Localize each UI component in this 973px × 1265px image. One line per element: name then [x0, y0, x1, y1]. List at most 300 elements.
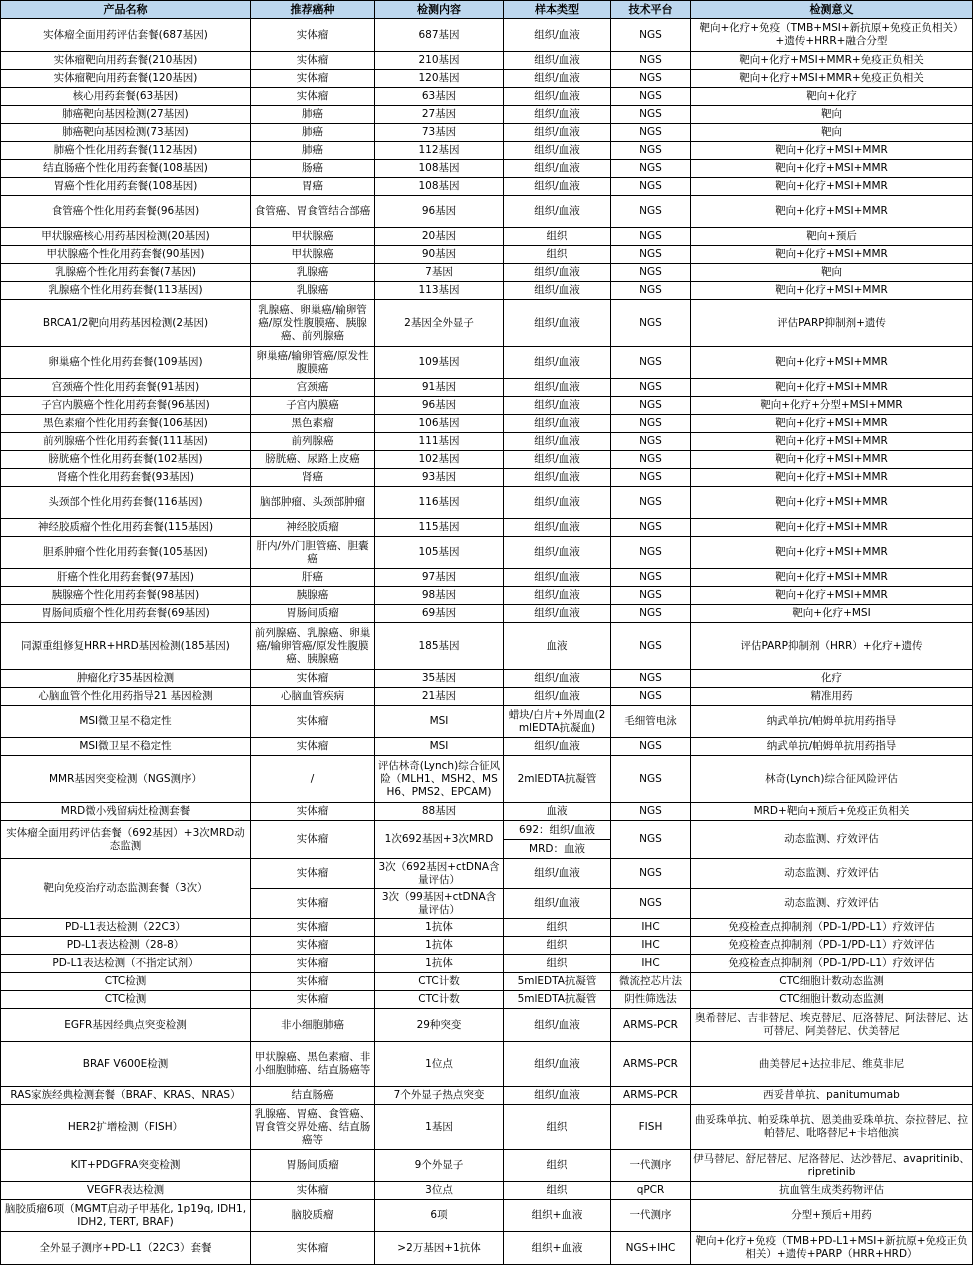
sample-type-cell: 组织 — [504, 937, 611, 955]
cancer-type-cell: 胃肠间质瘤 — [251, 1150, 375, 1182]
cancer-type-cell: 肺癌 — [251, 124, 375, 142]
table-row — [1, 160, 973, 178]
platform-cell: NGS — [611, 106, 691, 124]
table-row — [1, 756, 973, 803]
table-row — [1, 19, 973, 52]
platform-cell: NGS — [611, 246, 691, 264]
test-content-cell: 106基因 — [375, 415, 504, 433]
cancer-type-cell: 脑胶质瘤 — [251, 1200, 375, 1232]
significance-cell: 伊马替尼、舒尼替尼、尼洛替尼、达沙替尼、avapritinib、ripretinib — [691, 1150, 973, 1182]
product-name-cell: PD-L1表达检测（28-8） — [1, 937, 251, 955]
cancer-type-cell: 肾癌 — [251, 469, 375, 487]
significance-cell: 抗血管生成类药物评估 — [691, 1182, 973, 1200]
platform-cell: IHC — [611, 937, 691, 955]
sample-type-cell: 组织 — [504, 246, 611, 264]
significance-cell: 靶向+化疗+MSI+MMR — [691, 347, 973, 379]
product-name-cell: KIT+PDGFRA突变检测 — [1, 1150, 251, 1182]
table-row — [1, 124, 973, 142]
platform-cell: NGS — [611, 469, 691, 487]
test-content-cell: 111基因 — [375, 433, 504, 451]
product-name-cell: MSI微卫星不稳定性 — [1, 738, 251, 756]
significance-cell: 靶向+化疗+MSI+MMR — [691, 415, 973, 433]
test-content-cell: 35基因 — [375, 670, 504, 688]
sample-type-cell: 组织/血液 — [504, 537, 611, 569]
test-content-cell: 评估林奇(Lynch)综合征风险（MLH1、MSH2、MSH6、PMS2、EPCAM) — [375, 756, 504, 803]
product-name-cell: 肾癌个性化用药套餐(93基因) — [1, 469, 251, 487]
sample-type-cell: 组织/血液 — [504, 282, 611, 300]
significance-cell: CTC细胞计数动态监测 — [691, 973, 973, 991]
test-content-cell: 96基因 — [375, 397, 504, 415]
sample-type-cell: 组织/血液 — [504, 52, 611, 70]
test-content-cell: 96基因 — [375, 196, 504, 228]
test-content-cell: 21基因 — [375, 688, 504, 706]
significance-cell: 靶向+预后 — [691, 228, 973, 246]
test-content-cell: 185基因 — [375, 623, 504, 670]
cancer-type-cell: 膀胱癌、尿路上皮癌 — [251, 451, 375, 469]
platform-cell: NGS — [611, 587, 691, 605]
table-row — [1, 469, 973, 487]
product-name-cell: MSI微卫星不稳定性 — [1, 706, 251, 738]
sample-type-cell: 组织/血液 — [504, 859, 611, 889]
platform-cell: NGS — [611, 196, 691, 228]
product-name-cell: 子宫内膜癌个性化用药套餐(96基因) — [1, 397, 251, 415]
cancer-type-cell: 卵巢癌/输卵管癌/原发性腹膜癌 — [251, 347, 375, 379]
sample-type-cell: 组织 — [504, 1182, 611, 1200]
significance-cell: 动态监测、疗效评估 — [691, 821, 973, 859]
table-row — [1, 300, 973, 347]
table-row — [1, 433, 973, 451]
product-name-cell: 宫颈癌个性化用药套餐(91基因) — [1, 379, 251, 397]
product-name-cell: 卵巢癌个性化用药套餐(109基因) — [1, 347, 251, 379]
platform-cell: 一代测序 — [611, 1200, 691, 1232]
test-content-cell: 88基因 — [375, 803, 504, 821]
sample-type-cell: 组织/血液 — [504, 300, 611, 347]
significance-cell: 靶向+化疗+MSI+MMR — [691, 196, 973, 228]
platform-cell: NGS — [611, 124, 691, 142]
significance-cell: 奥希替尼、吉非替尼、埃克替尼、厄洛替尼、阿法替尼、达可替尼、阿美替尼、伏美替尼 — [691, 1009, 973, 1042]
product-name-cell: 全外显子测序+PD-L1（22C3）套餐 — [1, 1232, 251, 1265]
product-name-cell: 胆系肿瘤个性化用药套餐(105基因) — [1, 537, 251, 569]
significance-cell: 免疫检查点抑制剂（PD-1/PD-L1）疗效评估 — [691, 919, 973, 937]
table-row — [1, 106, 973, 124]
sample-type-cell: 组织/血液 — [504, 1042, 611, 1087]
table-row — [1, 415, 973, 433]
sample-type-cell: 组织/血液 — [504, 264, 611, 282]
sample-type-cell: 组织/血液 — [504, 1087, 611, 1105]
significance-cell: CTC细胞计数动态监测 — [691, 991, 973, 1009]
test-content-cell: 69基因 — [375, 605, 504, 623]
product-name-cell: VEGFR表达检测 — [1, 1182, 251, 1200]
platform-cell: NGS — [611, 415, 691, 433]
header-sample-type: 样本类型 — [504, 1, 611, 19]
test-content-cell: 27基因 — [375, 106, 504, 124]
cancer-type-cell: 实体瘤 — [251, 88, 375, 106]
sample-type-cell: 组织/血液 — [504, 605, 611, 623]
platform-cell: NGS — [611, 451, 691, 469]
significance-cell: 分型+预后+用药 — [691, 1200, 973, 1232]
platform-cell: NGS — [611, 519, 691, 537]
platform-cell: FISH — [611, 1105, 691, 1150]
sample-type-cell: 组织/血液 — [504, 469, 611, 487]
product-name-cell: 甲状腺癌个性化用药套餐(90基因) — [1, 246, 251, 264]
table-row — [1, 670, 973, 688]
test-content-cell: 73基因 — [375, 124, 504, 142]
product-name-cell: EGFR基因经典点突变检测 — [1, 1009, 251, 1042]
test-content-cell: 120基因 — [375, 70, 504, 88]
cancer-type-cell: 宫颈癌 — [251, 379, 375, 397]
platform-cell: NGS — [611, 537, 691, 569]
product-name-cell: 头颈部个性化用药套餐(116基因) — [1, 487, 251, 519]
product-name-cell: 黑色素瘤个性化用药套餐(106基因) — [1, 415, 251, 433]
significance-cell: 动态监测、疗效评估 — [691, 889, 973, 919]
platform-cell: NGS — [611, 569, 691, 587]
product-name-cell: RAS家族经典检测套餐（BRAF、KRAS、NRAS） — [1, 1087, 251, 1105]
cancer-type-cell: 肺癌 — [251, 142, 375, 160]
platform-cell: NGS — [611, 605, 691, 623]
cancer-type-cell: 食管癌、胃食管结合部癌 — [251, 196, 375, 228]
test-content-cell: 115基因 — [375, 519, 504, 537]
table-row — [1, 859, 973, 889]
test-content-cell: 1位点 — [375, 1042, 504, 1087]
table-row — [1, 919, 973, 937]
cancer-type-cell: 胰腺癌 — [251, 587, 375, 605]
product-name-cell: BRCA1/2靶向用药基因检测(2基因) — [1, 300, 251, 347]
platform-cell: ARMS-PCR — [611, 1087, 691, 1105]
cancer-type-cell: 实体瘤 — [251, 973, 375, 991]
significance-cell: 免疫检查点抑制剂（PD-1/PD-L1）疗效评估 — [691, 937, 973, 955]
platform-cell: ARMS-PCR — [611, 1042, 691, 1087]
sample-type-cell: 组织+血液 — [504, 1200, 611, 1232]
significance-cell: 靶向+化疗+MSI+MMR — [691, 178, 973, 196]
sample-type-cell: 蜡块/白片+外周血(2mlEDTA抗凝血) — [504, 706, 611, 738]
cancer-type-cell: 实体瘤 — [251, 859, 375, 889]
table-row — [1, 688, 973, 706]
test-content-cell: CTC计数 — [375, 991, 504, 1009]
cancer-type-cell: 甲状腺癌 — [251, 228, 375, 246]
test-content-cell: 1次692基因+3次MRD — [375, 821, 504, 859]
significance-cell: MRD+靶向+预后+免疫正负相关 — [691, 803, 973, 821]
product-name-cell: 膀胱癌个性化用药套餐(102基因) — [1, 451, 251, 469]
platform-cell: NGS — [611, 859, 691, 889]
test-content-cell: 93基因 — [375, 469, 504, 487]
table-row — [1, 537, 973, 569]
test-content-cell: 7基因 — [375, 264, 504, 282]
product-name-cell: 实体瘤全面用药评估套餐(687基因) — [1, 19, 251, 52]
significance-cell: 靶向+化疗+MSI+MMR — [691, 282, 973, 300]
significance-cell: 精准用药 — [691, 688, 973, 706]
platform-cell: NGS — [611, 52, 691, 70]
sample-type-cell: 组织/血液 — [504, 160, 611, 178]
sample-type-cell: 组织/血液 — [504, 519, 611, 537]
test-content-cell: 3次（99基因+ctDNA含量评估） — [375, 889, 504, 919]
cancer-type-cell: 实体瘤 — [251, 919, 375, 937]
product-name-cell: 靶向免疫治疗动态监测套餐（3次） — [1, 859, 251, 919]
cancer-type-cell: / — [251, 756, 375, 803]
product-name-cell: 胃肠间质瘤个性化用药套餐(69基因) — [1, 605, 251, 623]
test-content-cell: 116基因 — [375, 487, 504, 519]
significance-cell: 纳武单抗/帕姆单抗用药指导 — [691, 706, 973, 738]
sample-type-cell: 组织/血液 — [504, 433, 611, 451]
product-name-cell: 同源重组修复HRR+HRD基因检测(185基因) — [1, 623, 251, 670]
test-content-cell: 1抗体 — [375, 937, 504, 955]
sample-type-cell: 组织/血液 — [504, 19, 611, 52]
table-row — [1, 88, 973, 106]
header-product-name: 产品名称 — [1, 1, 251, 19]
table-row — [1, 623, 973, 670]
cancer-type-cell: 脑部肿瘤、头颈部肿瘤 — [251, 487, 375, 519]
sample-type-cell: 组织/血液 — [504, 178, 611, 196]
table-row — [1, 451, 973, 469]
product-name-cell: 心脑血管个性化用药指导21 基因检测 — [1, 688, 251, 706]
significance-cell: 靶向+化疗+MSI+MMR — [691, 451, 973, 469]
sample-type-cell: 组织/血液 — [504, 587, 611, 605]
cancer-type-cell: 胃肠间质瘤 — [251, 605, 375, 623]
test-content-cell: 6项 — [375, 1200, 504, 1232]
test-content-cell: 2基因全外显子 — [375, 300, 504, 347]
sample-type-cell: 组织/血液 — [504, 88, 611, 106]
cancer-type-cell: 实体瘤 — [251, 803, 375, 821]
significance-cell: 靶向+化疗+MSI+MMR — [691, 160, 973, 178]
table-row — [1, 973, 973, 991]
table-row — [1, 228, 973, 246]
sample-type-cell: 5mlEDTA抗凝管 — [504, 973, 611, 991]
cancer-type-cell: 乳腺癌 — [251, 264, 375, 282]
significance-cell: 靶向+化疗+MSI+MMR — [691, 587, 973, 605]
test-content-cell: 3位点 — [375, 1182, 504, 1200]
platform-cell: NGS — [611, 228, 691, 246]
cancer-type-cell: 子宫内膜癌 — [251, 397, 375, 415]
product-name-cell: CTC检测 — [1, 991, 251, 1009]
table-row — [1, 937, 973, 955]
platform-cell: NGS — [611, 88, 691, 106]
platform-cell: NGS — [611, 803, 691, 821]
sample-type-cell: 组织/血液 — [504, 889, 611, 919]
significance-cell: 靶向+化疗+MSI — [691, 605, 973, 623]
sample-type-cell: 692：组织/血液 — [504, 821, 611, 840]
platform-cell: 微流控芯片法 — [611, 973, 691, 991]
significance-cell: 靶向+化疗+MSI+MMR — [691, 246, 973, 264]
test-content-cell: 91基因 — [375, 379, 504, 397]
cancer-type-cell: 实体瘤 — [251, 1232, 375, 1265]
product-name-cell: 神经胶质瘤个性化用药套餐(115基因) — [1, 519, 251, 537]
test-content-cell: 105基因 — [375, 537, 504, 569]
significance-cell: 靶向+化疗+MSI+MMR+免疫正负相关 — [691, 52, 973, 70]
significance-cell: 靶向+化疗+MSI+MMR — [691, 487, 973, 519]
table-row — [1, 1200, 973, 1232]
cancer-type-cell: 乳腺癌、卵巢癌/输卵管癌/原发性腹膜癌、胰腺癌、前列腺癌 — [251, 300, 375, 347]
header-cancer-type: 推荐癌种 — [251, 1, 375, 19]
significance-cell: 曲美替尼+达拉非尼、维莫非尼 — [691, 1042, 973, 1087]
platform-cell: NGS — [611, 821, 691, 859]
cancer-type-cell: 实体瘤 — [251, 19, 375, 52]
sample-type-cell: 组织/血液 — [504, 415, 611, 433]
platform-cell: NGS — [611, 487, 691, 519]
table-row — [1, 1150, 973, 1182]
significance-cell: 靶向+化疗+免疫（TMB+PD-L1+MSI+新抗原+免疫正负相关）+遗传+PARP（HRR+HRD） — [691, 1232, 973, 1265]
significance-cell: 曲妥珠单抗、帕妥珠单抗、恩美曲妥珠单抗、奈拉替尼、拉帕替尼、吡咯替尼+卡培他滨 — [691, 1105, 973, 1150]
product-name-cell: BRAF V600E检测 — [1, 1042, 251, 1087]
table-row — [1, 1009, 973, 1042]
product-name-cell: 肺癌靶向基因检测(73基因) — [1, 124, 251, 142]
sample-type-cell: 血液 — [504, 623, 611, 670]
product-name-cell: 肿瘤化疗35基因检测 — [1, 670, 251, 688]
platform-cell: NGS — [611, 19, 691, 52]
test-content-cell: 109基因 — [375, 347, 504, 379]
product-name-cell: 前列腺癌个性化用药套餐(111基因) — [1, 433, 251, 451]
product-name-cell: 脑胶质瘤6项（MGMT启动子甲基化, 1p19q, IDH1, IDH2, TERT, BRAF) — [1, 1200, 251, 1232]
sample-type-cell: 组织/血液 — [504, 347, 611, 379]
platform-cell: NGS+IHC — [611, 1232, 691, 1265]
sample-type-cell: 组织/血液 — [504, 397, 611, 415]
table-row — [1, 706, 973, 738]
table-row — [1, 264, 973, 282]
table-row — [1, 379, 973, 397]
significance-cell: 免疫检查点抑制剂（PD-1/PD-L1）疗效评估 — [691, 955, 973, 973]
product-name-cell: 胃癌个性化用药套餐(108基因) — [1, 178, 251, 196]
table-row — [1, 1042, 973, 1087]
table-row — [1, 70, 973, 88]
sample-type-cell: 组织/血液 — [504, 142, 611, 160]
platform-cell: NGS — [611, 670, 691, 688]
sample-type-cell: 血液 — [504, 803, 611, 821]
platform-cell: NGS — [611, 347, 691, 379]
product-name-cell: 胰腺癌个性化用药套餐(98基因) — [1, 587, 251, 605]
table-row — [1, 821, 973, 840]
table-row — [1, 1105, 973, 1150]
platform-cell: IHC — [611, 955, 691, 973]
test-content-cell: 1基因 — [375, 1105, 504, 1150]
test-content-cell: 1抗体 — [375, 955, 504, 973]
cancer-type-cell: 非小细胞肺癌 — [251, 1009, 375, 1042]
significance-cell: 林奇(Lynch)综合征风险评估 — [691, 756, 973, 803]
cancer-type-cell: 肝癌 — [251, 569, 375, 587]
product-name-cell: 核心用药套餐(63基因) — [1, 88, 251, 106]
table-row — [1, 587, 973, 605]
table-row — [1, 1182, 973, 1200]
sample-type-cell: 组织 — [504, 1150, 611, 1182]
test-content-cell: 3次（692基因+ctDNA含量评估） — [375, 859, 504, 889]
product-name-cell: 肺癌靶向基因检测(27基因) — [1, 106, 251, 124]
platform-cell: ARMS-PCR — [611, 1009, 691, 1042]
sample-type-cell: 组织/血液 — [504, 670, 611, 688]
platform-cell: qPCR — [611, 1182, 691, 1200]
cancer-type-cell: 心脑血管疾病 — [251, 688, 375, 706]
sample-type-cell: 5mlEDTA抗凝管 — [504, 991, 611, 1009]
sample-type-cell: 组织+血液 — [504, 1232, 611, 1265]
cancer-type-cell: 甲状腺癌 — [251, 246, 375, 264]
test-content-cell: 1抗体 — [375, 919, 504, 937]
test-content-cell: CTC计数 — [375, 973, 504, 991]
product-name-cell: HER2扩增检测（FISH） — [1, 1105, 251, 1150]
sample-type-cell: 组织/血液 — [504, 569, 611, 587]
platform-cell: NGS — [611, 433, 691, 451]
product-name-cell: 实体瘤靶向用药套餐(210基因) — [1, 52, 251, 70]
table-row — [1, 397, 973, 415]
test-content-cell: MSI — [375, 738, 504, 756]
platform-cell: 阴性筛选法 — [611, 991, 691, 1009]
test-content-cell: 97基因 — [375, 569, 504, 587]
product-name-cell: 结直肠癌个性化用药套餐(108基因) — [1, 160, 251, 178]
platform-cell: NGS — [611, 738, 691, 756]
significance-cell: 靶向+化疗+MSI+MMR+免疫正负相关 — [691, 70, 973, 88]
product-name-cell: 食管癌个性化用药套餐(96基因) — [1, 196, 251, 228]
platform-cell: NGS — [611, 889, 691, 919]
significance-cell: 靶向+化疗+MSI+MMR — [691, 569, 973, 587]
cancer-type-cell: 实体瘤 — [251, 821, 375, 859]
cancer-type-cell: 乳腺癌 — [251, 282, 375, 300]
table-row — [1, 991, 973, 1009]
cancer-type-cell: 前列腺癌 — [251, 433, 375, 451]
test-content-cell: 113基因 — [375, 282, 504, 300]
sample-type-cell: 组织 — [504, 228, 611, 246]
cancer-type-cell: 实体瘤 — [251, 738, 375, 756]
table-row — [1, 347, 973, 379]
cancer-type-cell: 结直肠癌 — [251, 1087, 375, 1105]
table-row — [1, 955, 973, 973]
product-name-cell: 肺癌个性化用药套餐(112基因) — [1, 142, 251, 160]
significance-cell: 靶向+化疗+MSI+MMR — [691, 379, 973, 397]
test-content-cell: 90基因 — [375, 246, 504, 264]
platform-cell: IHC — [611, 919, 691, 937]
sample-type-cell: 组织/血液 — [504, 487, 611, 519]
platform-cell: NGS — [611, 300, 691, 347]
cancer-type-cell: 实体瘤 — [251, 937, 375, 955]
sample-type-cell: 组织/血液 — [504, 379, 611, 397]
cancer-type-cell: 实体瘤 — [251, 670, 375, 688]
test-content-cell: 108基因 — [375, 178, 504, 196]
product-name-cell: CTC检测 — [1, 973, 251, 991]
cancer-type-cell: 实体瘤 — [251, 1182, 375, 1200]
table-row — [1, 519, 973, 537]
product-name-cell: 实体瘤靶向用药套餐(120基因) — [1, 70, 251, 88]
sample-type-cell: 组织/血液 — [504, 688, 611, 706]
cancer-type-cell: 实体瘤 — [251, 991, 375, 1009]
test-content-cell: 7个外显子热点突变 — [375, 1087, 504, 1105]
test-content-cell: MSI — [375, 706, 504, 738]
platform-cell: 一代测序 — [611, 1150, 691, 1182]
sample-type-cell: 组织 — [504, 919, 611, 937]
platform-cell: NGS — [611, 282, 691, 300]
header-test-content: 检测内容 — [375, 1, 504, 19]
cancer-type-cell: 实体瘤 — [251, 955, 375, 973]
table-row — [1, 178, 973, 196]
sample-type-cell: 组织/血液 — [504, 124, 611, 142]
product-name-cell: PD-L1表达检测（22C3） — [1, 919, 251, 937]
product-name-cell: 乳腺癌个性化用药套餐(113基因) — [1, 282, 251, 300]
significance-cell: 靶向+化疗+MSI+MMR — [691, 142, 973, 160]
significance-cell: 靶向 — [691, 124, 973, 142]
significance-cell: 评估PARP抑制剂+遗传 — [691, 300, 973, 347]
test-content-cell: 98基因 — [375, 587, 504, 605]
significance-cell: 动态监测、疗效评估 — [691, 859, 973, 889]
significance-cell: 靶向 — [691, 264, 973, 282]
platform-cell: NGS — [611, 160, 691, 178]
table-row — [1, 1087, 973, 1105]
header-platform: 技术平台 — [611, 1, 691, 19]
sample-type-cell: 组织 — [504, 955, 611, 973]
platform-cell: NGS — [611, 142, 691, 160]
table-row — [1, 1232, 973, 1265]
header-significance: 检测意义 — [691, 1, 973, 19]
sample-type-cell: 2mlEDTA抗凝管 — [504, 756, 611, 803]
platform-cell: NGS — [611, 756, 691, 803]
cancer-type-cell: 肺癌 — [251, 106, 375, 124]
table-row — [1, 605, 973, 623]
significance-cell: 化疗 — [691, 670, 973, 688]
significance-cell: 西妥昔单抗、panitumumab — [691, 1087, 973, 1105]
cancer-type-cell: 实体瘤 — [251, 889, 375, 919]
cancer-type-cell: 胃癌 — [251, 178, 375, 196]
